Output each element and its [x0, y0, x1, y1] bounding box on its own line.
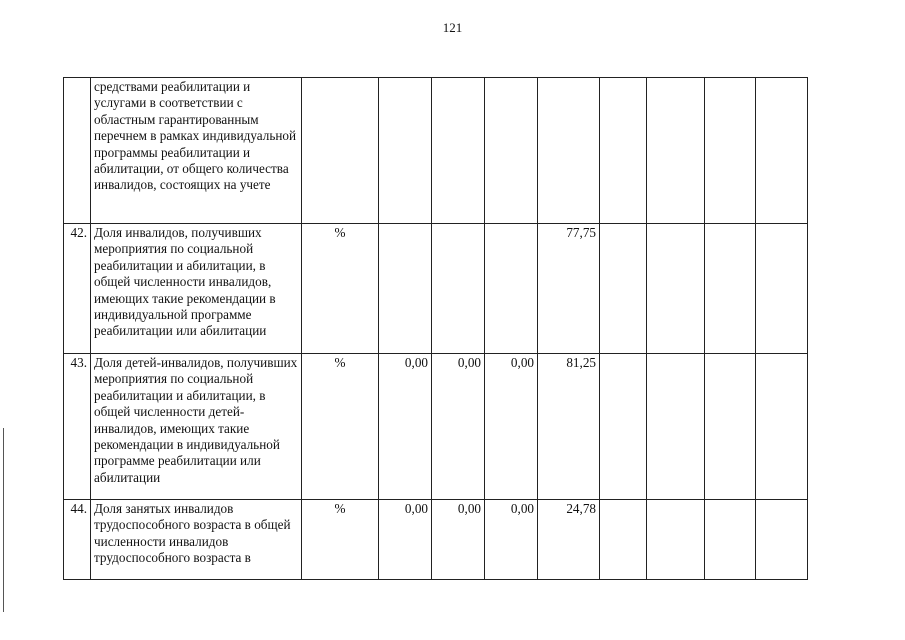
- value-cell: 0,00: [379, 354, 432, 500]
- empty-cell: [647, 500, 705, 580]
- empty-cell: [705, 500, 756, 580]
- empty-cell: [756, 354, 808, 500]
- empty-cell: [600, 78, 647, 224]
- empty-cell: [600, 500, 647, 580]
- empty-cell: [705, 224, 756, 354]
- value-cell: 77,75: [538, 224, 600, 354]
- table-row: [64, 78, 808, 224]
- empty-cell: [756, 78, 808, 224]
- value-cell: 24,78: [538, 500, 600, 580]
- value-cell: [432, 78, 485, 224]
- empty-cell: [647, 224, 705, 354]
- value-cell: 0,00: [432, 354, 485, 500]
- indicator-name: Доля инвалидов, получивших мероприятия по социальной реабилитации и абилитации, в общей численности инвалидов, имеющих такие рекомендации в индивидуальной программе реабилитации или абилитации: [91, 224, 302, 354]
- empty-cell: [705, 354, 756, 500]
- value-cell: [379, 78, 432, 224]
- indicator-name: Доля занятых инвалидов трудоспособного возраста в общей численности инвалидов трудоспособного возраста в: [91, 500, 302, 580]
- value-cell: [538, 78, 600, 224]
- row-number: 42.: [64, 224, 91, 354]
- value-cell: 81,25: [538, 354, 600, 500]
- table-row: [64, 224, 808, 354]
- value-cell: [485, 224, 538, 354]
- empty-cell: [600, 354, 647, 500]
- value-cell: 0,00: [485, 500, 538, 580]
- scan-edge-mark: [3, 428, 4, 612]
- row-number: [64, 78, 91, 224]
- table-row: [64, 500, 808, 580]
- value-cell: [379, 224, 432, 354]
- unit-cell: %: [302, 354, 379, 500]
- empty-cell: [600, 224, 647, 354]
- indicator-name: Доля детей-инвалидов, получивших мероприятия по социальной реабилитации и абилитации, в общей численности детей-инвалидов, имеющих такие рекомендации в индивидуальной программе реабилитации или абилитации: [91, 354, 302, 500]
- value-cell: 0,00: [485, 354, 538, 500]
- empty-cell: [705, 78, 756, 224]
- empty-cell: [756, 224, 808, 354]
- value-cell: 0,00: [432, 500, 485, 580]
- unit-cell: %: [302, 224, 379, 354]
- empty-cell: [647, 354, 705, 500]
- value-cell: 0,00: [379, 500, 432, 580]
- indicators-table: [63, 77, 808, 580]
- empty-cell: [756, 500, 808, 580]
- page-number: 121: [442, 20, 463, 35]
- row-number: 44.: [64, 500, 91, 580]
- value-cell: [485, 78, 538, 224]
- unit-cell: %: [302, 500, 379, 580]
- table-row: [64, 354, 808, 500]
- empty-cell: [647, 78, 705, 224]
- row-number: 43.: [64, 354, 91, 500]
- indicator-name: средствами реабилитации и услугами в соответствии с областным гарантированным перечнем в рамках индивидуальной программы реабилитации и абилитации, от общего количества инвалидов, состоящих на учете: [91, 78, 302, 224]
- unit-cell: [302, 78, 379, 224]
- value-cell: [432, 224, 485, 354]
